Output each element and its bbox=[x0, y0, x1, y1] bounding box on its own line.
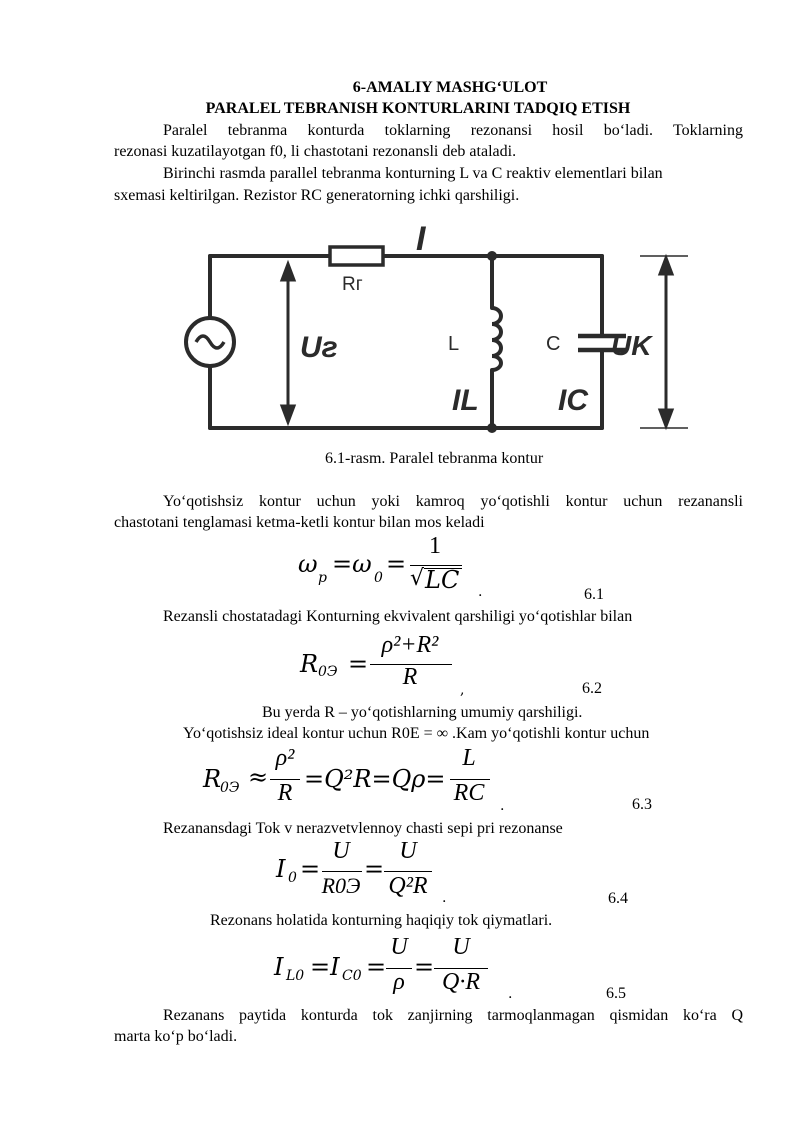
inductor-current-label: IL bbox=[452, 384, 479, 417]
paragraph-1-line-2: rezonasi kuzatilayotgan f0, li chastotani rezonansli deb ataladi. bbox=[114, 143, 517, 160]
inductor-symbol bbox=[492, 308, 501, 370]
capacitor-current-label: IC bbox=[558, 384, 588, 417]
paragraph-1-line-1: Paralel tebranma konturda toklarning rezonansi hosil boʻladi. Toklarning bbox=[163, 122, 743, 139]
paragraph-3-line-2: chastotani tenglamasi ketma-ketli kontur bilan mos keladi bbox=[114, 514, 485, 531]
final-paragraph-line-2: marta koʻp boʻladi. bbox=[114, 1028, 238, 1045]
page-subtitle: PARALEL TEBRANISH KONTURLARINI TADQIQ ETISH bbox=[205, 100, 631, 117]
current-label: I bbox=[416, 220, 426, 258]
voltage-gen-label: Uг bbox=[300, 331, 338, 364]
page-title: 6-AMALIY MASHGʻULOT bbox=[352, 79, 548, 96]
paragraph-3-line-1: Yoʻqotishsiz kontur uchun yoki kamroq yoʻqotishli kontur uchun rezanansli bbox=[163, 493, 743, 510]
text-before-eq-6-4: Rezanansdagi Tok v nerazvetvlennoy chasti sepi pri rezonanse bbox=[163, 820, 563, 837]
final-paragraph-line-1: Rezanans paytida konturda tok zanjirning tarmoqlanmagan qismidan koʻra Q bbox=[163, 1007, 743, 1024]
voltage-arrow-gen bbox=[282, 264, 294, 422]
paragraph-2-line-1: Birinchi rasmda parallel tebranma konturning L va C reaktiv elementlari bilan bbox=[163, 165, 663, 182]
paragraph-2-line-2: sxemasi keltirilgan. Rezistor RC generatorning ichki qarshiligi. bbox=[114, 187, 520, 204]
document-page: 6-AMALIY MASHGʻULOT PARALEL TEBRANISH KONTURLARINI TADQIQ ETISH Paralel tebranma konturda toklarning rezonansi hosil boʻladi. Toklarning rezonasi kuzatilayotgan f0, li chastotani rezonansli deb ataladi. Birinchi rasmda parallel tebranma konturning L va C reaktiv elementlari bilan sxemasi keltirilgan. Rezistor RC generatorning ichki qarshiligi. I Rг Uг L IL C IC UK 6.1-rasm. Paralel tebranma kontur Yoʻqotishsiz kontur uchun yoki kamroq yoʻqotishli kontur uchun rezanansli chastotani tenglamasi ketma-ketli kontur bilan mos keladi ω p =ω 0 = 1 √ LC . 6.1 Rezansli chostatadagi Konturning ekvivalent qarshiligi yoʻqotishlar bilan R 0Э = ρ²+R² R , 6.2 Bu yerda R – yoʻqotishlarning umumiy qarshiligi. Yoʻqotishsiz ideal kontur uchun R0E = ∞ .Kam yoʻqotishli kontur uchun R 0Э ≈ ρ² R =Q²R=Qρ= L RC . 6.3 Rezanansdagi Tok v nerazvetvlennoy chasti sepi pri rezonanse I 0 = U R0Э = U Q²R . 6.4 Rezonans holatida konturning haqiqiy tok qiymatlari. I L0 =I C0 = U ρ = U Q·R . 6.5 Rezanans paytida konturda tok zanjirning tarmoqlanmagan qismidan koʻra Q marta koʻp boʻladi. bbox=[0, 0, 800, 1131]
inductor-label: L bbox=[448, 333, 460, 355]
resistor-symbol bbox=[330, 247, 383, 265]
text-before-eq-6-2: Rezansli chostatadagi Konturning ekvivalent qarshiligi yoʻqotishlar bilan bbox=[163, 608, 633, 625]
text-ideal-contour: Yoʻqotishsiz ideal kontur uchun R0E = ∞ .Kam yoʻqotishli kontur uchun bbox=[183, 725, 650, 742]
text-r-definition: Bu yerda R – yoʻqotishlarning umumiy qarshiligi. bbox=[262, 704, 583, 721]
parallel-circuit-diagram bbox=[170, 220, 700, 440]
figure-caption: 6.1-rasm. Paralel tebranma kontur bbox=[325, 450, 544, 467]
voltage-circuit-label: UK bbox=[611, 330, 652, 361]
text-before-eq-6-5: Rezonans holatida konturning haqiqiy tok qiymatlari. bbox=[210, 912, 553, 929]
resistor-label: Rг bbox=[342, 274, 363, 295]
capacitor-label: C bbox=[546, 333, 561, 355]
